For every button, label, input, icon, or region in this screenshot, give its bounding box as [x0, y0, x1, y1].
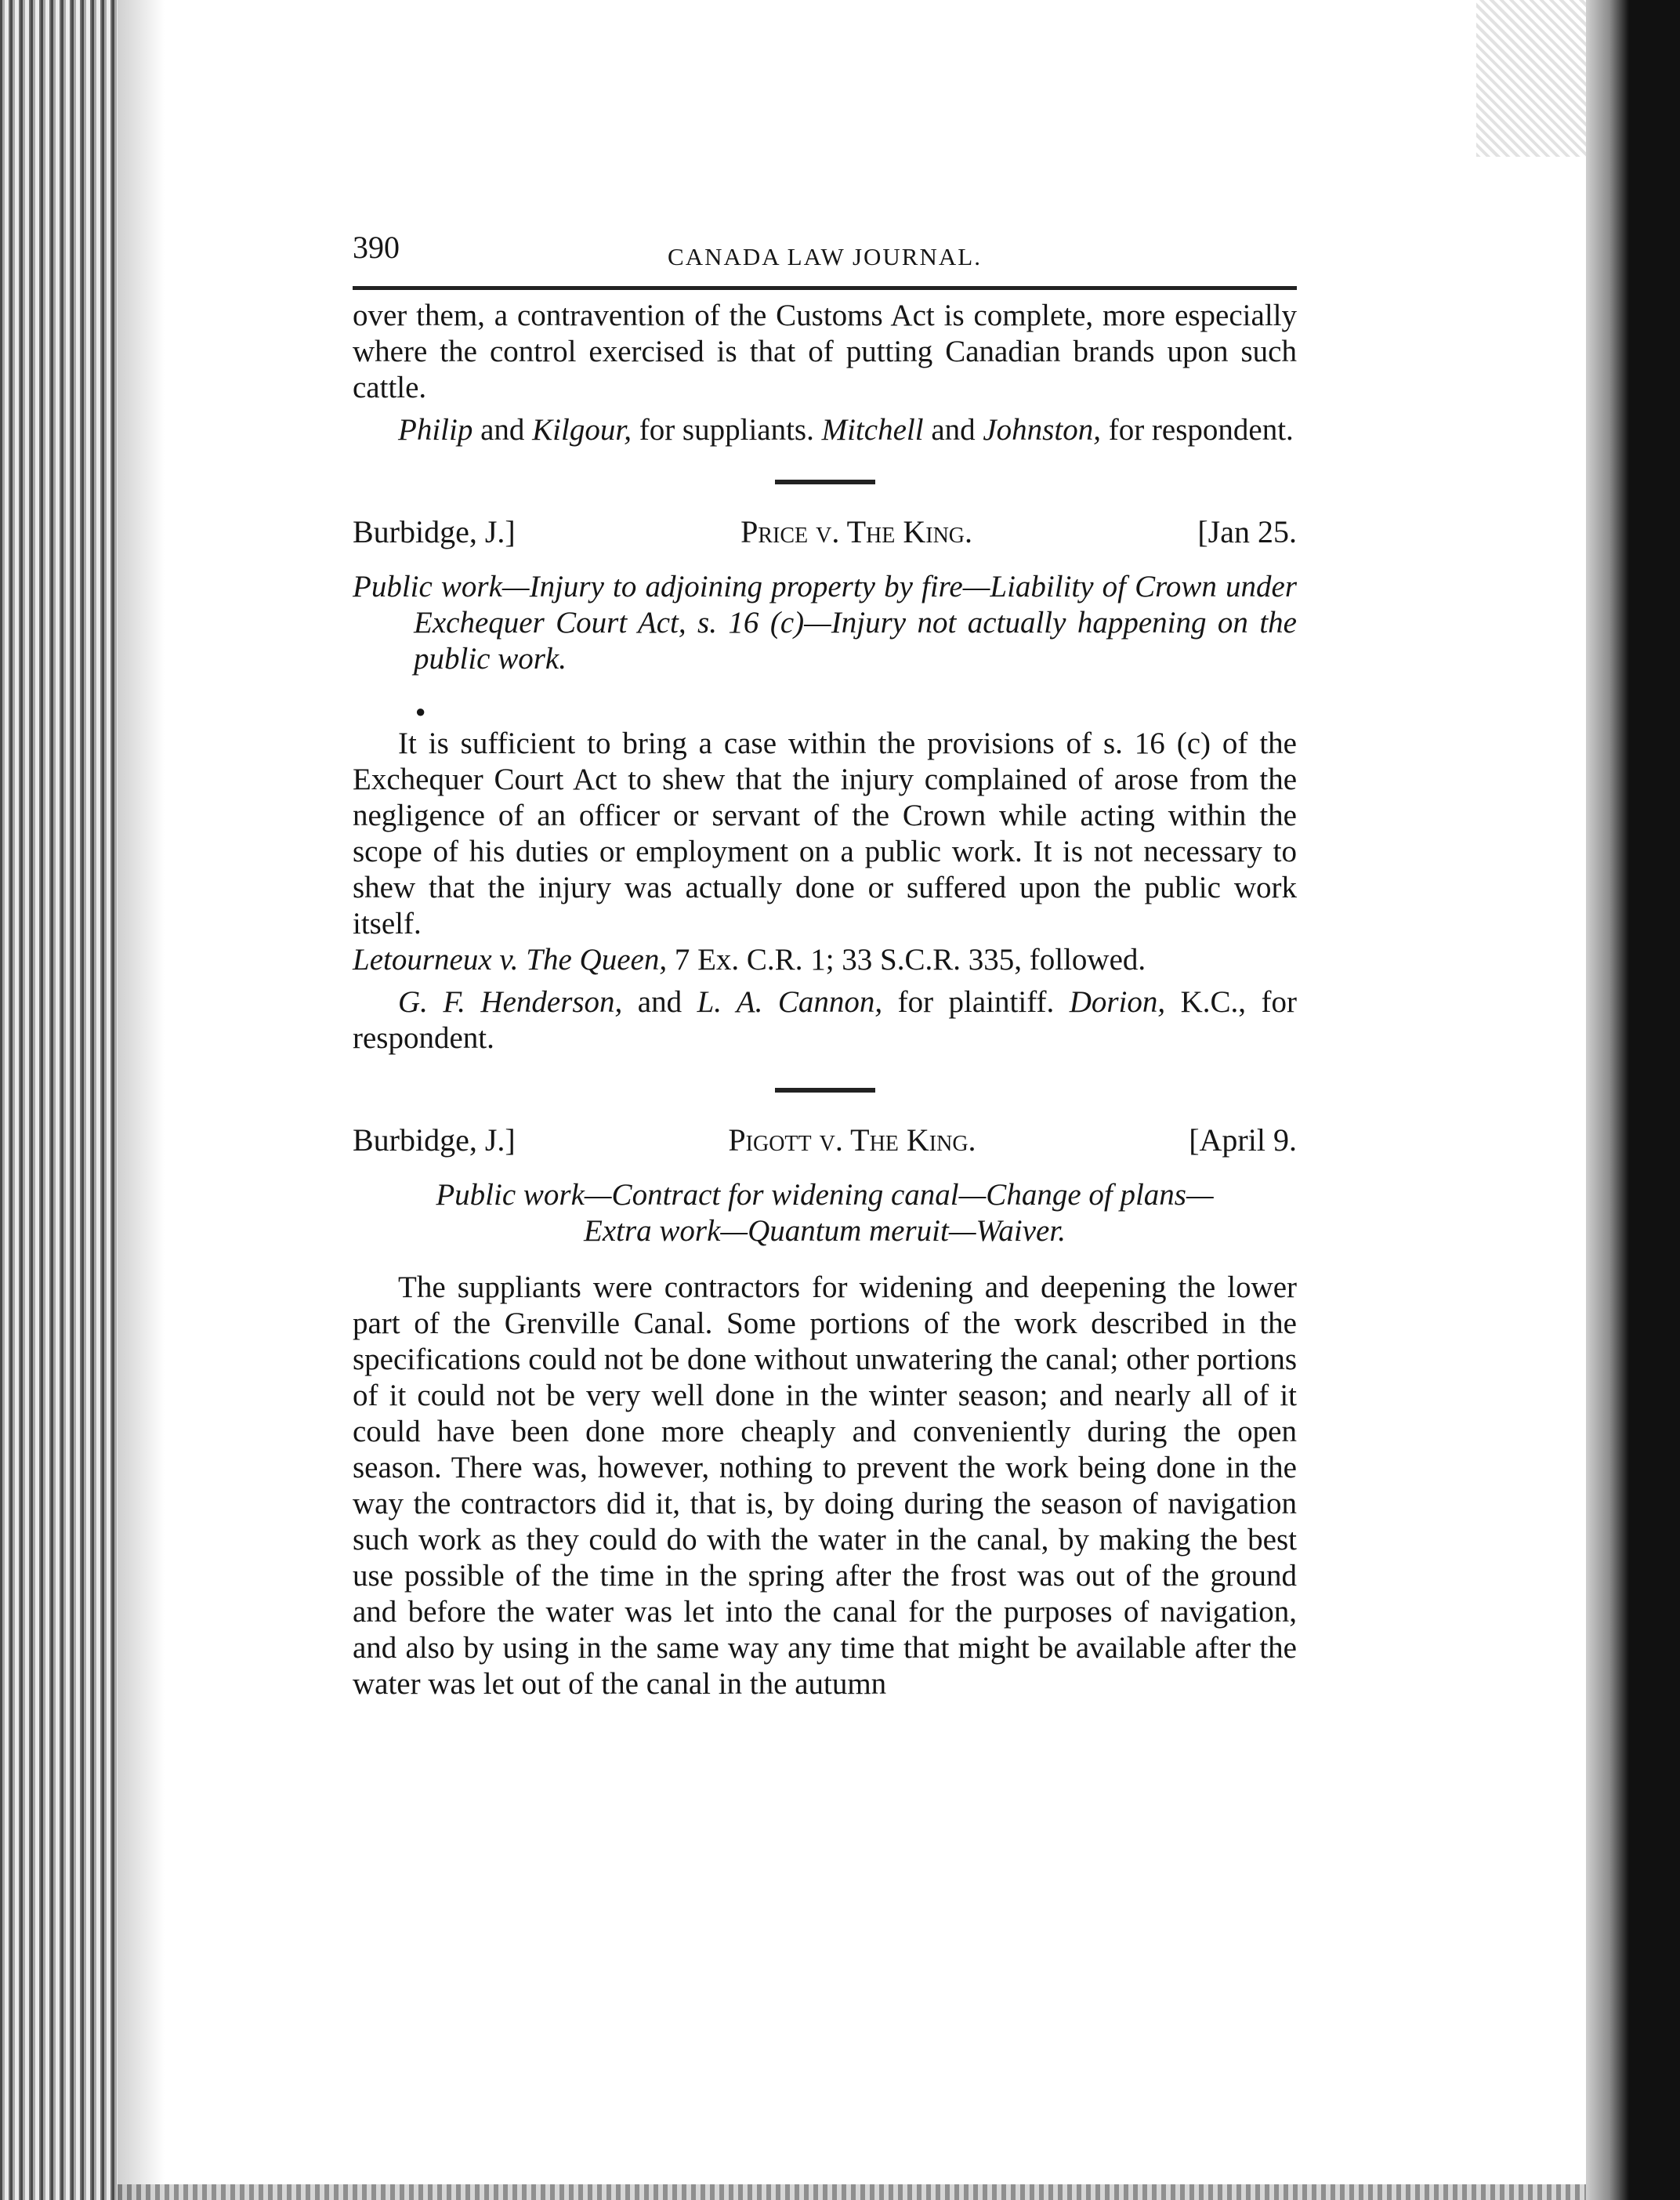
- case-headnote-line-2: Extra work—Quantum meruit—Waiver.: [584, 1214, 1066, 1248]
- case-headnote: Public work—Injury to adjoining property by fire—Liability of Crown under Exchequer Court Act, s. 16 (c)—Injury not actually happening on the public work.: [353, 570, 1297, 676]
- journal-page: [353, 223, 1297, 1702]
- continuation-counsel: Philip and Kilgour, for suppliants. Mitchell and Johnston, for respondent.: [398, 413, 1294, 447]
- scan-bottom-edge: [118, 2184, 1586, 2200]
- case-citation: Letourneux v. The Queen, 7 Ex. C.R. 1; 33 S.C.R. 335, followed.: [353, 943, 1146, 977]
- case-body: The suppliants were contractors for widening and deepening the lower part of the Grenville Canal. Some portions of the work described in the specifications could not be done without unwatering the canal; other portions of it could not be very well done in the winter season; and nearly all of it could have been done more cheaply and conveniently during the open season. There was, however, nothing to prevent the work being done in the way the contractors did it, that is, by doing during the season of navigation such work as they could do with the water in the canal, by making the best use possible of the time in the spring after the frost was out of the ground and before the water was let into the canal for the purposes of navigation, and also by using in the same way any time that might be available after the water was let out of the canal in the autumn: [353, 1270, 1297, 1701]
- journal-title: CANADA LAW JOURNAL.: [668, 243, 982, 270]
- case-heading-price: [353, 514, 1297, 550]
- scan-left-edge: [0, 0, 118, 2200]
- case-date: [April 9.: [1189, 1122, 1297, 1158]
- case-title: Price v. The King.: [740, 514, 973, 549]
- case-body: It is sufficient to bring a case within the provisions of s. 16 (c) of the Exchequer Court Act to shew that the injury complained of arose from the negligence of an officer or servant of the Crown while acting within the scope of his duties or employment on a public work. It is not necessary to shew that the injury was actually done or suffered upon the public work itself.: [353, 727, 1297, 941]
- case-heading-pigott: [353, 1122, 1297, 1158]
- case-title: Pigott v. The King.: [728, 1122, 976, 1158]
- header-rule: [353, 286, 1297, 290]
- section-separator: [775, 1088, 875, 1093]
- section-separator: [775, 480, 875, 484]
- case-date: [Jan 25.: [1197, 514, 1297, 549]
- scan-left-shadow: [118, 0, 165, 2200]
- scan-right-edge: [1586, 0, 1680, 2200]
- page-number: 390: [353, 230, 400, 265]
- case-counsel: G. F. Henderson, and L. A. Cannon, for plaintiff. Dorion, K.C., for respondent.: [353, 985, 1297, 1055]
- continuation-paragraph: over them, a contravention of the Customs Act is complete, more especially where the control exercised is that of putting Canadian brands upon such cattle.: [353, 299, 1297, 404]
- case-judge: Burbidge, J.]: [353, 514, 516, 549]
- running-head: [353, 223, 1297, 272]
- bullet-mark-icon: ●: [415, 701, 426, 721]
- case-judge: Burbidge, J.]: [353, 1122, 516, 1158]
- case-headnote-line-1: Public work—Contract for widening canal—Change of plans—: [436, 1178, 1214, 1212]
